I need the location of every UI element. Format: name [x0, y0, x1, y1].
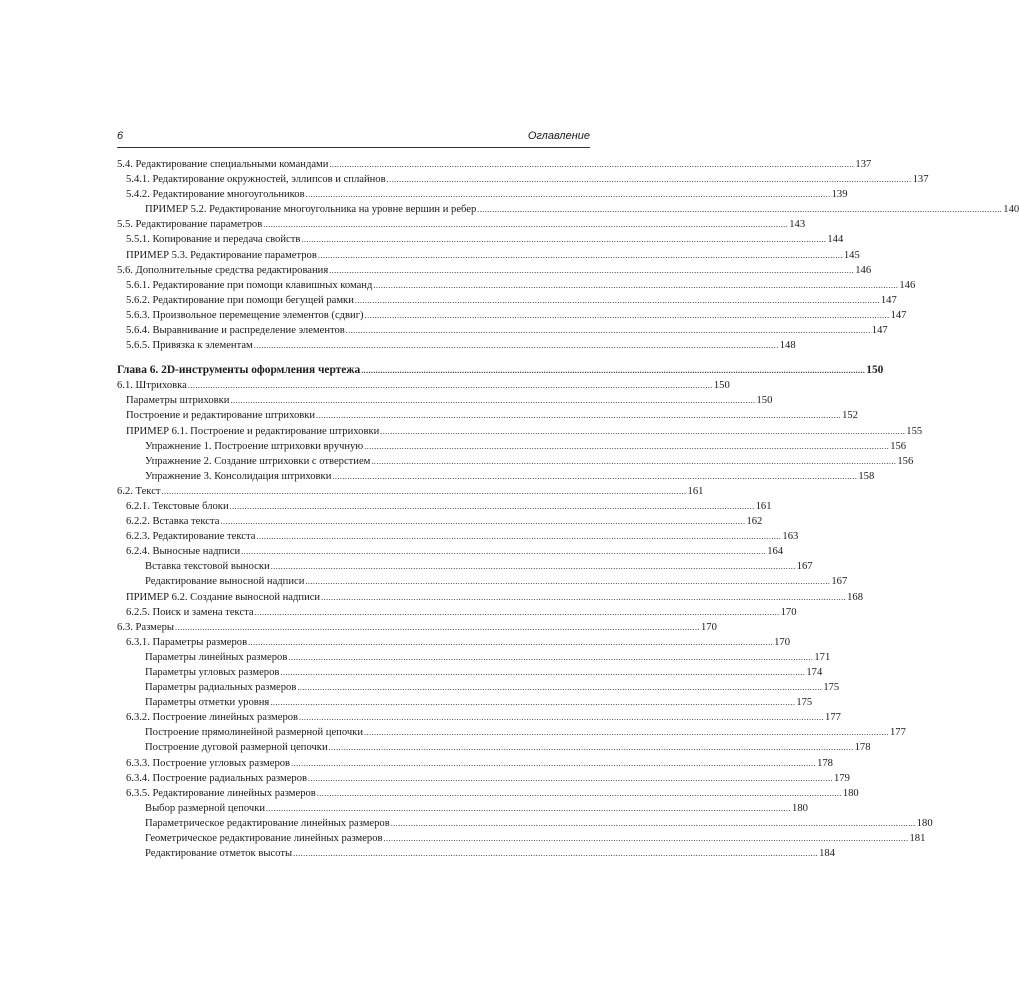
toc-entry-page: 156	[890, 440, 907, 452]
toc-entry-page: 161	[687, 485, 704, 497]
toc-entry-page: 171	[814, 651, 831, 663]
toc-entry-title: 5.5.1. Копирование и передача свойств	[126, 234, 301, 246]
toc-entry[interactable]	[117, 680, 840, 695]
toc-entry-title: 6.2.2. Вставка текста	[126, 516, 220, 528]
toc-entry[interactable]	[117, 308, 907, 323]
toc-leader-dots: ..................................................................................................................................................................................................................	[317, 250, 843, 260]
toc-entry-page: 180	[792, 802, 808, 814]
toc-leader-dots: ..................................................................................................................................................................................................................	[373, 280, 899, 290]
toc-entry-page: 179	[834, 772, 850, 784]
toc-entry-page: 162	[746, 516, 763, 528]
toc-leader-dots: ..................................................................................................................................................................................................................	[256, 532, 782, 542]
toc-entry-title: 6.3.4. Построение радиальных размеров	[126, 772, 308, 784]
toc-entry-page: 150	[756, 395, 773, 407]
toc-entry-page: 146	[855, 264, 872, 276]
toc-leader-dots: ..................................................................................................................................................................................................................	[354, 295, 880, 305]
toc-leader-dots: ..................................................................................................................................................................................................................	[383, 834, 909, 844]
toc-entry[interactable]	[117, 801, 808, 816]
toc-entry[interactable]	[117, 544, 784, 559]
toc-entry-page: 143	[789, 219, 806, 231]
toc-entry-page: 178	[854, 742, 871, 754]
toc-leader-dots: ..................................................................................................................................................................................................................	[332, 471, 858, 481]
toc-entry[interactable]	[117, 439, 907, 454]
toc-entry-page: 155	[906, 425, 923, 437]
toc-entry[interactable]	[117, 786, 859, 801]
toc-entry-title: 6.1. Штриховка	[117, 380, 187, 392]
toc-entry[interactable]	[117, 514, 763, 529]
toc-leader-dots: ..................................................................................................................................................................................................................	[316, 788, 842, 798]
toc-entry-title: 6.2.5. Поиск и замена текста	[126, 606, 254, 618]
toc-leader-dots: ..................................................................................................................................................................................................................	[270, 562, 796, 572]
toc-entry-page: 180	[916, 817, 933, 829]
toc-entry-title: 5.6.1. Редактирование при помощи клавишных команд	[126, 279, 373, 291]
toc-leader-dots: ..................................................................................................................................................................................................................	[241, 547, 767, 557]
toc-entry-title: ПРИМЕР 5.3. Редактирование параметров	[126, 249, 317, 261]
toc-entry-title: 5.4.1. Редактирование окружностей, эллипсов и сплайнов	[126, 174, 386, 186]
toc-entry[interactable]	[117, 620, 717, 635]
toc-entry[interactable]	[117, 263, 872, 278]
toc-entry[interactable]	[117, 484, 704, 499]
toc-entry-page: 175	[823, 682, 840, 694]
toc-leader-dots: ..................................................................................................................................................................................................................	[187, 381, 713, 391]
toc-entry-title: 5.4.2. Редактирование многоугольников	[126, 189, 305, 201]
toc-entry-title: ПРИМЕР 6.2. Создание выносной надписи	[126, 591, 321, 603]
table-of-contents	[117, 157, 1019, 861]
toc-entry[interactable]	[117, 574, 848, 589]
toc-entry-page: 147	[880, 294, 897, 306]
toc-entry[interactable]	[117, 771, 850, 786]
toc-leader-dots: ..................................................................................................................................................................................................................	[254, 607, 780, 617]
toc-entry[interactable]	[117, 665, 823, 680]
toc-entry-title: 6.3.1. Параметры размеров	[126, 636, 248, 648]
toc-entry-title: 5.5. Редактирование параметров	[117, 219, 263, 231]
toc-leader-dots: ..................................................................................................................................................................................................................	[329, 160, 855, 169]
toc-entry-page: 184	[819, 848, 835, 860]
toc-leader-dots: ..................................................................................................................................................................................................................	[364, 728, 889, 738]
page-number: 6	[117, 130, 124, 142]
toc-entry[interactable]	[117, 157, 872, 172]
toc-entry-title: ПРИМЕР 5.2. Редактирование многоугольника на уровне вершин и ребер	[145, 204, 477, 216]
toc-entry-page: 137	[855, 159, 872, 170]
toc-entry-title: Параметры отметки уровня	[145, 697, 270, 709]
toc-leader-dots: ..................................................................................................................................................................................................................	[345, 326, 871, 336]
toc-leader-dots: ..................................................................................................................................................................................................................	[308, 773, 834, 783]
toc-entry[interactable]	[117, 590, 863, 605]
toc-entry-title: 6.3.5. Редактирование линейных размеров	[126, 787, 316, 799]
toc-entry[interactable]	[117, 338, 796, 353]
toc-entry-page: 137	[912, 174, 929, 186]
toc-entry[interactable]	[117, 293, 897, 308]
toc-entry[interactable]	[117, 187, 848, 202]
toc-entry-title: 6.2. Текст	[117, 485, 161, 497]
toc-entry-title: Построение дуговой размерной цепочки	[145, 742, 328, 754]
toc-leader-dots: ..................................................................................................................................................................................................................	[263, 220, 789, 230]
toc-entry[interactable]	[117, 559, 813, 574]
toc-leader-dots: ..................................................................................................................................................................................................................	[386, 175, 912, 185]
toc-entry-page: 148	[779, 340, 796, 352]
toc-entry-title: Упражнение 3. Консолидация штриховки	[145, 470, 332, 482]
toc-leader-dots: ..................................................................................................................................................................................................................	[301, 235, 827, 245]
toc-entry-page: 170	[780, 606, 797, 618]
header-rule	[117, 147, 590, 148]
toc-entry-page: 161	[755, 500, 772, 512]
toc-entry-page: 175	[796, 697, 813, 709]
toc-leader-dots: ..................................................................................................................................................................................................................	[477, 205, 1003, 215]
toc-entry[interactable]	[117, 217, 806, 232]
toc-entry-page: 146	[899, 279, 916, 291]
toc-leader-dots: ..................................................................................................................................................................................................................	[280, 668, 806, 677]
toc-entry-title: 5.6.5. Привязка к элементам	[126, 340, 253, 352]
toc-entry[interactable]	[117, 424, 923, 439]
toc-entry-title: 6.2.1. Текстовые блоки	[126, 500, 229, 512]
toc-entry-title: Параметры штриховки	[126, 395, 230, 407]
toc-entry-title: 5.6. Дополнительные средства редактирования	[117, 264, 329, 276]
toc-entry-title: 5.6.4. Выравнивание и распределение элементов	[126, 325, 345, 337]
toc-entry[interactable]	[117, 635, 790, 650]
toc-entry-page: 181	[909, 833, 926, 845]
toc-entry-page: 167	[831, 576, 848, 588]
toc-entry[interactable]	[117, 816, 933, 831]
toc-entry-title: Вставка текстовой выноски	[145, 561, 270, 573]
toc-entry-page: 170	[774, 636, 790, 648]
toc-entry[interactable]	[117, 605, 797, 620]
toc-entry[interactable]	[117, 725, 906, 740]
toc-entry-title: 6.3. Размеры	[117, 621, 174, 633]
toc-entry[interactable]	[117, 695, 813, 710]
toc-entry-title: Параметры угловых размеров	[145, 667, 280, 678]
toc-leader-dots: ..................................................................................................................................................................................................................	[328, 743, 854, 753]
toc-entry-page: 152	[842, 410, 858, 422]
toc-entry[interactable]	[117, 454, 914, 469]
toc-entry-page: 140	[1003, 204, 1019, 216]
toc-entry[interactable]	[117, 756, 833, 771]
toc-entry-title: 6.2.3. Редактирование текста	[126, 531, 256, 543]
toc-entry-page: 145	[843, 249, 860, 261]
toc-entry-title: 6.3.3. Построение угловых размеров	[126, 757, 291, 769]
toc-entry-page: 164	[767, 546, 784, 558]
toc-entry-title: Параметры линейных размеров	[145, 651, 288, 663]
toc-entry-page: 150	[713, 380, 730, 392]
toc-entry-page: 163	[782, 531, 799, 543]
toc-entry-title: Построение прямолинейной размерной цепочки	[145, 727, 363, 739]
toc-entry-page: 158	[858, 470, 875, 482]
toc-entry-page: 170	[701, 621, 717, 633]
toc-entry-title: Упражнение 1. Построение штриховки вручную	[145, 440, 364, 452]
toc-entry[interactable]	[117, 831, 926, 846]
toc-leader-dots: ..................................................................................................................................................................................................................	[321, 592, 847, 602]
toc-leader-dots: ..................................................................................................................................................................................................................	[288, 652, 814, 662]
toc-entry-title: Упражнение 2. Создание штриховки с отверстием	[145, 455, 371, 467]
toc-entry[interactable]	[117, 846, 835, 861]
toc-entry-title: Редактирование отметок высоты	[145, 848, 293, 860]
toc-leader-dots: ..................................................................................................................................................................................................................	[220, 517, 746, 527]
toc-entry-title: 5.6.2. Редактирование при помощи бегущей рамки	[126, 294, 354, 306]
toc-leader-dots: ..................................................................................................................................................................................................................	[270, 698, 796, 708]
toc-entry[interactable]	[117, 393, 773, 408]
toc-entry-title: 5.6.3. Произвольное перемещение элементов (сдвиг)	[126, 309, 364, 321]
toc-leader-dots: ..................................................................................................................................................................................................................	[253, 341, 779, 351]
toc-entry[interactable]	[117, 323, 888, 338]
toc-entry-page: 139	[831, 189, 848, 201]
toc-entry-page: 167	[796, 561, 813, 573]
toc-entry-page: 156	[897, 455, 914, 467]
toc-entry-title: 6.3.2. Построение линейных размеров	[126, 712, 299, 724]
toc-entry-page: 144	[827, 234, 844, 246]
toc-leader-dots: ..................................................................................................................................................................................................................	[380, 426, 906, 436]
toc-leader-dots: ..................................................................................................................................................................................................................	[371, 456, 897, 466]
toc-entry-title: 6.2.4. Выносные надписи	[126, 546, 241, 558]
toc-leader-dots: ..................................................................................................................................................................................................................	[229, 501, 755, 511]
toc-entry[interactable]	[117, 650, 831, 665]
toc-leader-dots: ..................................................................................................................................................................................................................	[248, 637, 774, 647]
toc-entry-title: Выбор размерной цепочки	[145, 802, 266, 814]
toc-leader-dots: ..................................................................................................................................................................................................................	[364, 310, 890, 320]
toc-leader-dots: ..................................................................................................................................................................................................................	[299, 713, 825, 723]
toc-entry-title: Параметрическое редактирование линейных размеров	[145, 817, 390, 829]
toc-leader-dots: ..................................................................................................................................................................................................................	[305, 190, 831, 200]
toc-entry-title: ПРИМЕР 6.1. Построение и редактирование штриховки	[126, 425, 380, 437]
toc-entry-page: 180	[842, 787, 859, 799]
toc-entry[interactable]	[117, 202, 1019, 217]
toc-entry[interactable]	[117, 529, 799, 544]
toc-entry-page: 178	[817, 757, 833, 769]
toc-leader-dots: ..................................................................................................................................................................................................................	[297, 683, 823, 693]
toc-leader-dots: ..................................................................................................................................................................................................................	[364, 441, 890, 451]
toc-entry-title: Построение и редактирование штриховки	[126, 410, 316, 422]
toc-leader-dots: ..................................................................................................................................................................................................................	[175, 622, 700, 632]
toc-entry[interactable]	[117, 469, 875, 484]
toc-entry-page: 174	[806, 667, 823, 678]
toc-entry[interactable]	[117, 378, 730, 393]
toc-leader-dots: ..................................................................................................................................................................................................................	[230, 396, 756, 406]
toc-entry-title: Глава 6. 2D-инструменты оформления чертежа	[117, 364, 361, 377]
toc-entry-page: 177	[825, 712, 841, 724]
toc-entry-page: 147	[871, 325, 888, 337]
toc-chapter-entry[interactable]	[117, 362, 884, 378]
toc-entry-title: 5.4. Редактирование специальными командами	[117, 159, 329, 170]
toc-entry-title: Редактирование выносной надписи	[145, 576, 305, 588]
toc-leader-dots: ..................................................................................................................................................................................................................	[361, 366, 866, 376]
toc-leader-dots: ..................................................................................................................................................................................................................	[266, 803, 792, 813]
toc-entry[interactable]	[117, 408, 858, 423]
toc-entry-page: 177	[890, 727, 906, 739]
toc-entry[interactable]	[117, 710, 841, 725]
toc-entry[interactable]	[117, 740, 871, 755]
toc-entry-title: Геометрическое редактирование линейных размеров	[145, 833, 383, 845]
toc-entry-page: 147	[890, 309, 907, 321]
page-header	[117, 130, 590, 144]
toc-leader-dots: ..................................................................................................................................................................................................................	[329, 265, 855, 275]
toc-entry[interactable]	[117, 172, 929, 187]
toc-leader-dots: ..................................................................................................................................................................................................................	[316, 411, 842, 421]
toc-entry-page: 168	[847, 591, 863, 603]
toc-entry-page: 150	[866, 364, 884, 377]
toc-leader-dots: ..................................................................................................................................................................................................................	[161, 486, 687, 496]
toc-entry[interactable]	[117, 232, 844, 247]
toc-leader-dots: ..................................................................................................................................................................................................................	[291, 758, 817, 768]
toc-leader-dots: ..................................................................................................................................................................................................................	[305, 577, 831, 587]
running-title: Оглавление	[527, 130, 590, 142]
toc-leader-dots: ..................................................................................................................................................................................................................	[390, 818, 916, 828]
toc-entry[interactable]	[117, 499, 772, 514]
toc-entry[interactable]	[117, 278, 916, 293]
toc-entry[interactable]	[117, 248, 860, 263]
toc-entry-title: Параметры радиальных размеров	[145, 682, 297, 694]
toc-leader-dots: ..................................................................................................................................................................................................................	[293, 849, 819, 859]
